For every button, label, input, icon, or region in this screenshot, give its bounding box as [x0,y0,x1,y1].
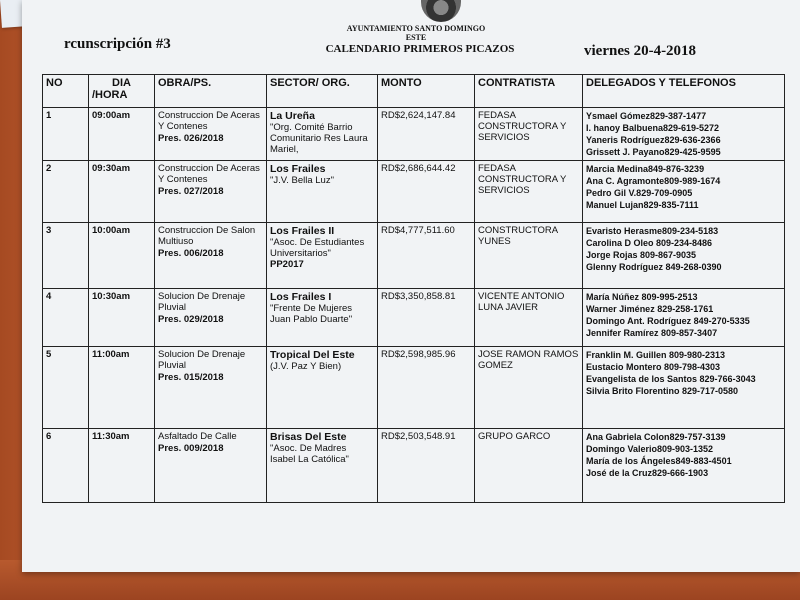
row-monto [378,223,475,289]
delegate-line: Marcia Medina849-876-3239 [586,164,705,174]
row-number [43,161,89,223]
row-number-text: 4 [46,291,52,302]
row-contratista [475,289,583,347]
delegate-line: Domingo Ant. Rodríguez 849-270-5335 [586,316,750,326]
sector-name: Tropical Del Este [270,349,355,361]
contractor-text: FEDASA CONSTRUCTORA Y SERVICIOS [478,163,567,196]
delegate-line: Ana Gabriela Colon829-757-3139 [586,432,726,442]
row-number [43,108,89,161]
time-text: 11:30am [92,431,130,442]
amount-text: RD$3,350,858.81 [381,291,456,302]
obra-text: Construccion De Aceras Y Contenes [158,110,260,132]
header-dia-hora [89,75,155,108]
header-contratista: CONTRATISTA [475,75,583,108]
delegate-line: Glenny Rodríguez 849-268-0390 [586,262,722,272]
time-text: 10:30am [92,291,131,302]
sector-name: Los Frailes I [270,291,332,303]
row-sector [267,429,378,503]
row-delegados [583,108,785,161]
obra-text: Solucion De Drenaje Pluvial [158,291,246,313]
row-time [89,347,155,429]
delegate-line: Ana C. Agramonte809-989-1674 [586,176,721,186]
header-delegados: DELEGADOS Y TELEFONOS [583,75,785,108]
row-time [89,108,155,161]
row-obra [155,161,267,223]
row-time [89,289,155,347]
contractor-text: VICENTE ANTONIO LUNA JAVIER [478,291,565,313]
header-no: NO [43,75,89,108]
row-delegados [583,429,785,503]
delegate-line: Carolina D Oleo 809-234-8486 [586,238,713,248]
obra-text: Asfaltado De Calle [158,431,237,442]
row-number-text: 3 [46,225,52,236]
seal-logo-icon [421,0,461,22]
sector-name: Los Frailes II [270,225,335,237]
delegate-line: María Núñez 809-995-2513 [586,292,698,302]
row-monto [378,161,475,223]
amount-text: RD$2,503,548.91 [381,431,456,442]
row-monto [378,289,475,347]
table-row [43,347,785,429]
row-delegados [583,161,785,223]
table-row [43,429,785,503]
row-delegados [583,347,785,429]
delegate-line: Jorge Rojas 809-867-9035 [586,250,697,260]
presupuesto-text: Pres. 029/2018 [158,314,224,325]
row-sector [267,161,378,223]
table-row [43,223,785,289]
presupuesto-text: Pres. 015/2018 [158,372,224,383]
organization-text: "Asoc. De Estudiantes Universitarios" [270,237,365,259]
organization-text: "J.V. Bella Luz" [270,175,334,186]
organization-name: AYUNTAMIENTO SANTO DOMINGO ESTE [346,24,486,42]
time-text: 09:30am [92,163,131,174]
contractor-text: GRUPO GARCO [478,431,551,442]
organization-text: "Org. Comité Barrio Comunitario Res Laura Mariel, [270,122,368,155]
organization-text: (J.V. Paz Y Bien) [270,361,342,372]
delegate-line: Franklin M. Guillen 809-980-2313 [586,350,726,360]
row-contratista [475,223,583,289]
delegate-line: María de los Ángeles849-883-4501 [586,456,732,466]
row-obra [155,429,267,503]
sector-name: Brisas Del Este [270,431,347,443]
header-hora: /HORA [92,89,128,101]
amount-text: RD$2,686,644.42 [381,163,456,174]
row-contratista [475,347,583,429]
obra-text: Construccion De Salon Multiuso [158,225,256,247]
table-header-row [43,75,785,108]
delegate-line: Grissett J. Payano829-425-9595 [586,147,721,157]
time-text: 09:00am [92,110,131,121]
delegate-line: Domingo Valerio809-903-1352 [586,444,714,454]
row-contratista [475,161,583,223]
obra-text: Solucion De Drenaje Pluvial [158,349,246,371]
organization-text: "Asoc. De Madres Isabel La Católica" [270,443,349,465]
presupuesto-text: Pres. 027/2018 [158,186,224,197]
contractor-text: CONSTRUCTORA YUNES [478,225,558,247]
row-obra [155,223,267,289]
time-text: 10:00am [92,225,131,236]
amount-text: RD$4,777,511.60 [381,225,455,236]
delegate-line: Manuel Lujan829-835-7111 [586,200,699,210]
presupuesto-text: Pres. 009/2018 [158,443,224,454]
row-contratista [475,429,583,503]
contractor-text: JOSE RAMON RAMOS GOMEZ [478,349,579,371]
sector-name: La Ureña [270,110,315,122]
table-row [43,108,785,161]
program-code: PP2017 [270,259,304,270]
organization-text: "Frente De Mujeres Juan Pablo Duarte" [270,303,353,325]
row-obra [155,347,267,429]
amount-text: RD$2,624,147.84 [381,110,456,121]
row-number-text: 6 [46,431,52,442]
delegate-line: Evaristo Herasme809-234-5183 [586,226,719,236]
delegate-line: Yaneris Rodríguez829-636-2366 [586,135,721,145]
delegate-line: Jennifer Ramírez 809-857-3407 [586,328,718,338]
row-number [43,429,89,503]
header-dia: DIA [112,77,131,89]
row-time [89,429,155,503]
row-number [43,289,89,347]
row-number-text: 2 [46,163,52,174]
delegate-line: Eustacio Montero 809-798-4303 [586,362,721,372]
presupuesto-text: Pres. 026/2018 [158,133,224,144]
row-sector [267,108,378,161]
presupuesto-text: Pres. 006/2018 [158,248,224,259]
delegate-line: Evangelista de los Santos 829-766-3043 [586,374,756,384]
row-number-text: 5 [46,349,52,360]
row-sector [267,347,378,429]
row-delegados [583,289,785,347]
delegate-line: Ysmael Gómez829-387-1477 [586,111,707,121]
row-time [89,223,155,289]
contractor-text: FEDASA CONSTRUCTORA Y SERVICIOS [478,110,567,143]
delegate-line: I. hanoy Balbuena829-619-5272 [586,123,720,133]
row-obra [155,108,267,161]
row-number [43,347,89,429]
table-row [43,289,785,347]
delegate-line: Silvia Brito Florentino 829-717-0580 [586,386,739,396]
row-contratista [475,108,583,161]
schedule-table [42,74,785,503]
row-number-text: 1 [46,110,52,121]
amount-text: RD$2,598,985.96 [381,349,456,360]
circunscripcion-label: rcunscripción #3 [64,36,171,52]
row-time [89,161,155,223]
row-obra [155,289,267,347]
table-row [43,161,785,223]
row-delegados [583,223,785,289]
document-date: viernes 20-4-2018 [584,43,697,59]
header-monto: MONTO [378,75,475,108]
time-text: 11:00am [92,349,130,360]
document-title: CALENDARIO PRIMEROS PICAZOS [325,43,515,55]
header-obra: OBRA/PS. [155,75,267,108]
header-sector: SECTOR/ ORG. [267,75,378,108]
row-monto [378,108,475,161]
delegate-line: Warner Jiménez 829-258-1761 [586,304,714,314]
row-sector [267,289,378,347]
delegate-line: José de la Cruz829-666-1903 [586,468,709,478]
delegate-line: Pedro Gil V.829-709-0905 [586,188,693,198]
row-monto [378,347,475,429]
row-monto [378,429,475,503]
sector-name: Los Frailes [270,163,326,175]
row-sector [267,223,378,289]
obra-text: Construccion De Aceras Y Contenes [158,163,260,185]
row-number [43,223,89,289]
